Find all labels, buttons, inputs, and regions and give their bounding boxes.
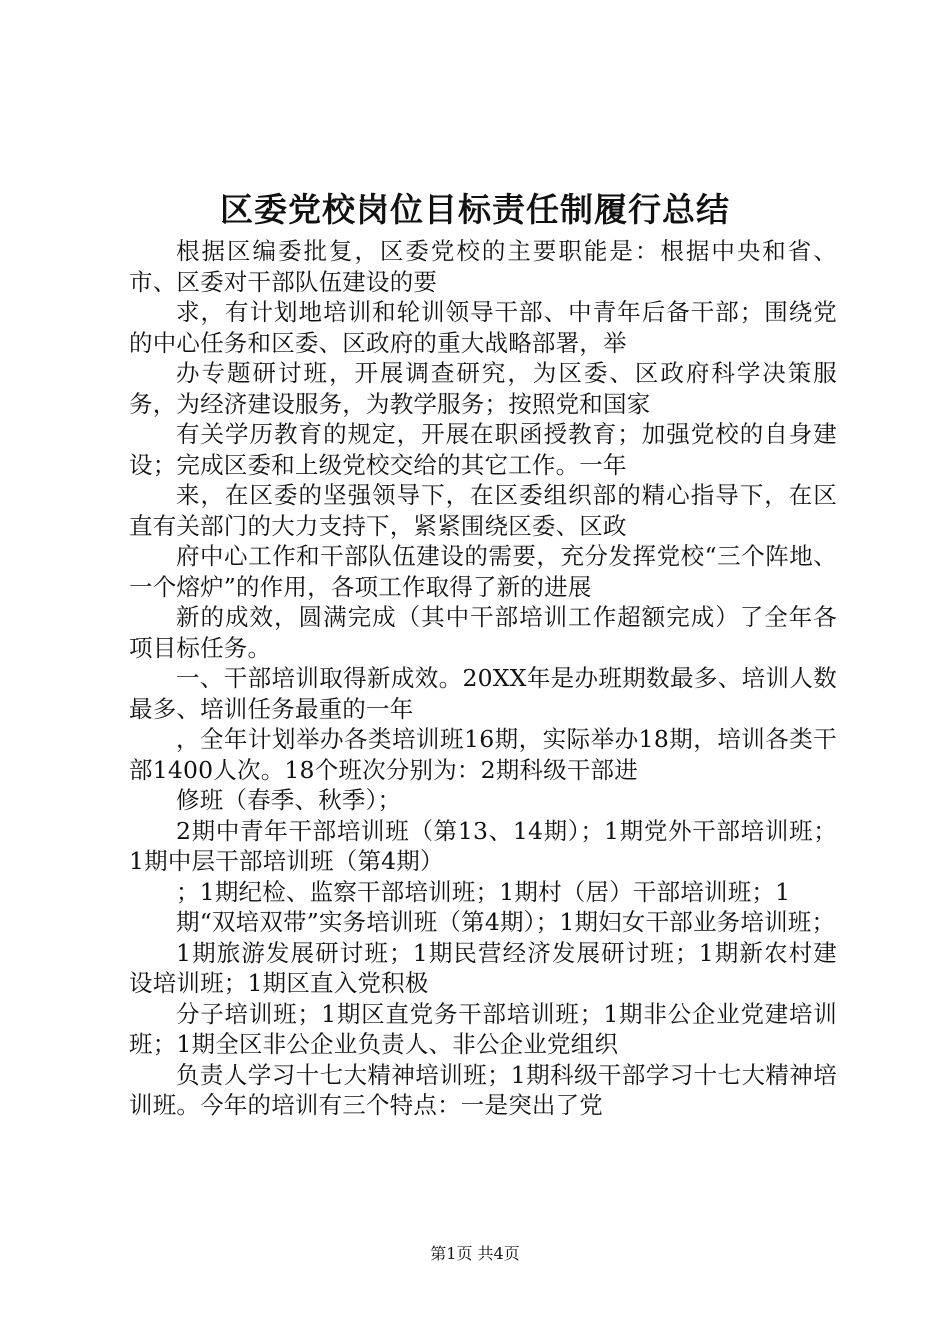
paragraph: 一、干部培训取得新成效。20XX年是办班期数最多、培训人数最多、培训任务最重的一年	[129, 664, 837, 723]
paragraph: 2期中青年干部培训班（第13、14期）；1期党外干部培训班；1期中层干部培训班（第4期）	[129, 816, 837, 875]
paragraph: 根据区编委批复，区委党校的主要职能是：根据中央和省、市、区委对干部队伍建设的要	[129, 237, 837, 296]
paragraph: ；1期纪检、监察干部培训班；1期村（居）干部培训班；1	[176, 877, 791, 906]
paragraph: 办专题研讨班，开展调查研究，为区委、区政府科学决策服务，为经济建设服务，为教学服务；按照党和国家	[129, 359, 837, 418]
paragraph: 负责人学习十七大精神培训班；1期科级干部学习十七大精神培训班。今年的培训有三个特点：一是突出了党	[129, 1060, 837, 1119]
paragraph: 期“双培双带”实务培训班（第4期）；1期妇女干部业务培训班；	[176, 908, 836, 936]
paragraph: 修班（春季、秋季）；	[176, 786, 402, 814]
paragraph: 有关学历教育的规定，开展在职函授教育；加强党校的自身建设；完成区委和上级党校交给的其它工作。一年	[129, 420, 837, 479]
paragraph: 分子培训班；1期区直党务干部培训班；1期非公企业党建培训班；1期全区非公企业负责人、非公企业党组织	[129, 999, 837, 1058]
paragraph: 1期旅游发展研讨班；1期民营经济发展研讨班；1期新农村建设培训班；1期区直入党积极	[129, 938, 837, 997]
paragraph: 新的成效，圆满完成（其中干部培训工作超额完成）了全年各项目标任务。	[129, 603, 837, 662]
paragraph: 求，有计划地培训和轮训领导干部、中青年后备干部；围绕党的中心任务和区委、区政府的重大战略部署，举	[129, 298, 837, 357]
page-footer: 第1页 共4页	[430, 1244, 520, 1263]
paragraph: ，全年计划举办各类培训班16期，实际举办18期，培训各类干部1400人次。18个班次分别为：2期科级干部进	[129, 725, 837, 784]
paragraph: 府中心工作和干部队伍建设的需要，充分发挥党校“三个阵地、一个熔炉”的作用，各项工作取得了新的进展	[129, 542, 837, 601]
document-title: 区委党校岗位目标责任制履行总结	[220, 190, 730, 229]
paragraph: 来，在区委的坚强领导下，在区委组织部的精心指导下，在区直有关部门的大力支持下，紧紧围绕区委、区政	[129, 481, 837, 540]
document-body	[129, 236, 837, 1121]
